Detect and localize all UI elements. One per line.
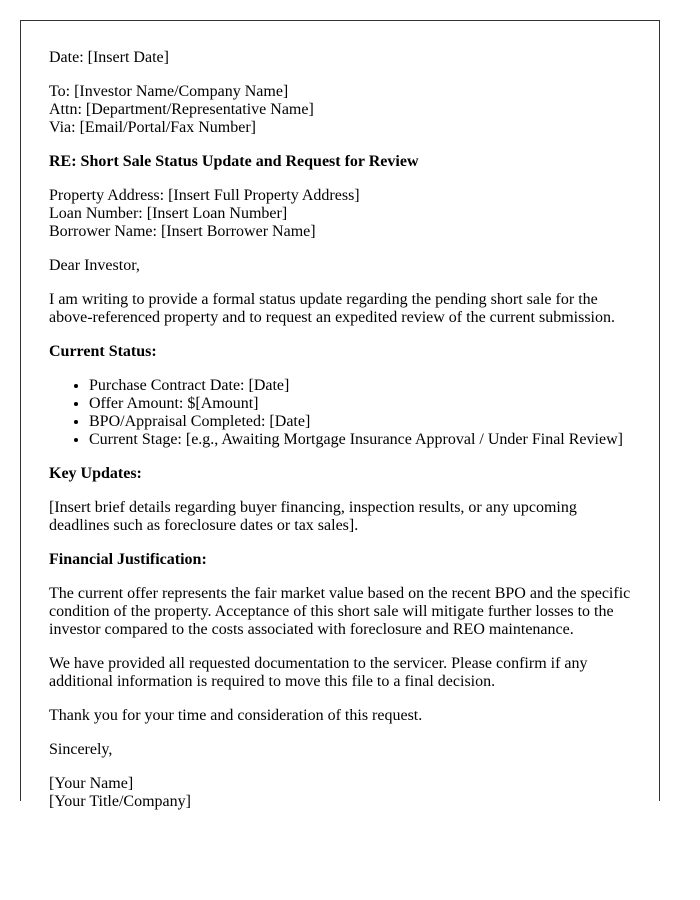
borrower-name: Borrower Name: [Insert Borrower Name] (49, 223, 316, 240)
signature-title: [Your Title/Company] (49, 793, 191, 810)
thanks-paragraph: Thank you for your time and consideration of this request. (49, 707, 423, 724)
salutation: Dear Investor, (49, 257, 140, 274)
financial-justification-heading: Financial Justification: (49, 551, 207, 568)
financial-justification-body: The current offer represents the fair market value based on the recent BPO and the specific condition of the property. Acceptance of this short sale will mitigate further losses to the investor compared to the costs associated with foreclosure and REO maintenance. (49, 585, 631, 638)
current-status-heading: Current Status: (49, 343, 157, 360)
current-status-list (49, 377, 631, 449)
key-updates-body: [Insert brief details regarding buyer financing, inspection results, or any upcoming deadlines such as foreclosure dates or tax sales]. (49, 499, 577, 534)
status-item: • BPO/Appraisal Completed: [Date] (89, 413, 631, 431)
documentation-paragraph: We have provided all requested documentation to the servicer. Please confirm if any additional information is required to move this file to a final decision. (49, 655, 588, 690)
date-line: Date: [Insert Date] (49, 49, 169, 66)
closing: Sincerely, (49, 741, 113, 758)
property-block (49, 187, 631, 241)
key-updates-heading: Key Updates: (49, 465, 142, 482)
recipient-block (49, 83, 631, 137)
status-item: • Current Stage: [e.g., Awaiting Mortgage Insurance Approval / Under Final Review] (89, 431, 631, 449)
letter-page (20, 20, 660, 810)
status-item: • Purchase Contract Date: [Date] (89, 377, 631, 395)
subject-line: RE: Short Sale Status Update and Request for Review (49, 153, 419, 170)
signature-name: [Your Name] (49, 775, 134, 792)
signature-block (49, 775, 631, 811)
intro-paragraph: I am writing to provide a formal status update regarding the pending short sale for the above-referenced property and to request an expedited review of the current submission. (49, 291, 615, 326)
recipient-attn: Attn: [Department/Representative Name] (49, 101, 314, 118)
recipient-via: Via: [Email/Portal/Fax Number] (49, 119, 256, 136)
property-address: Property Address: [Insert Full Property Address] (49, 187, 360, 204)
loan-number: Loan Number: [Insert Loan Number] (49, 205, 288, 222)
status-item: • Offer Amount: $[Amount] (89, 395, 631, 413)
recipient-to: To: [Investor Name/Company Name] (49, 83, 289, 100)
